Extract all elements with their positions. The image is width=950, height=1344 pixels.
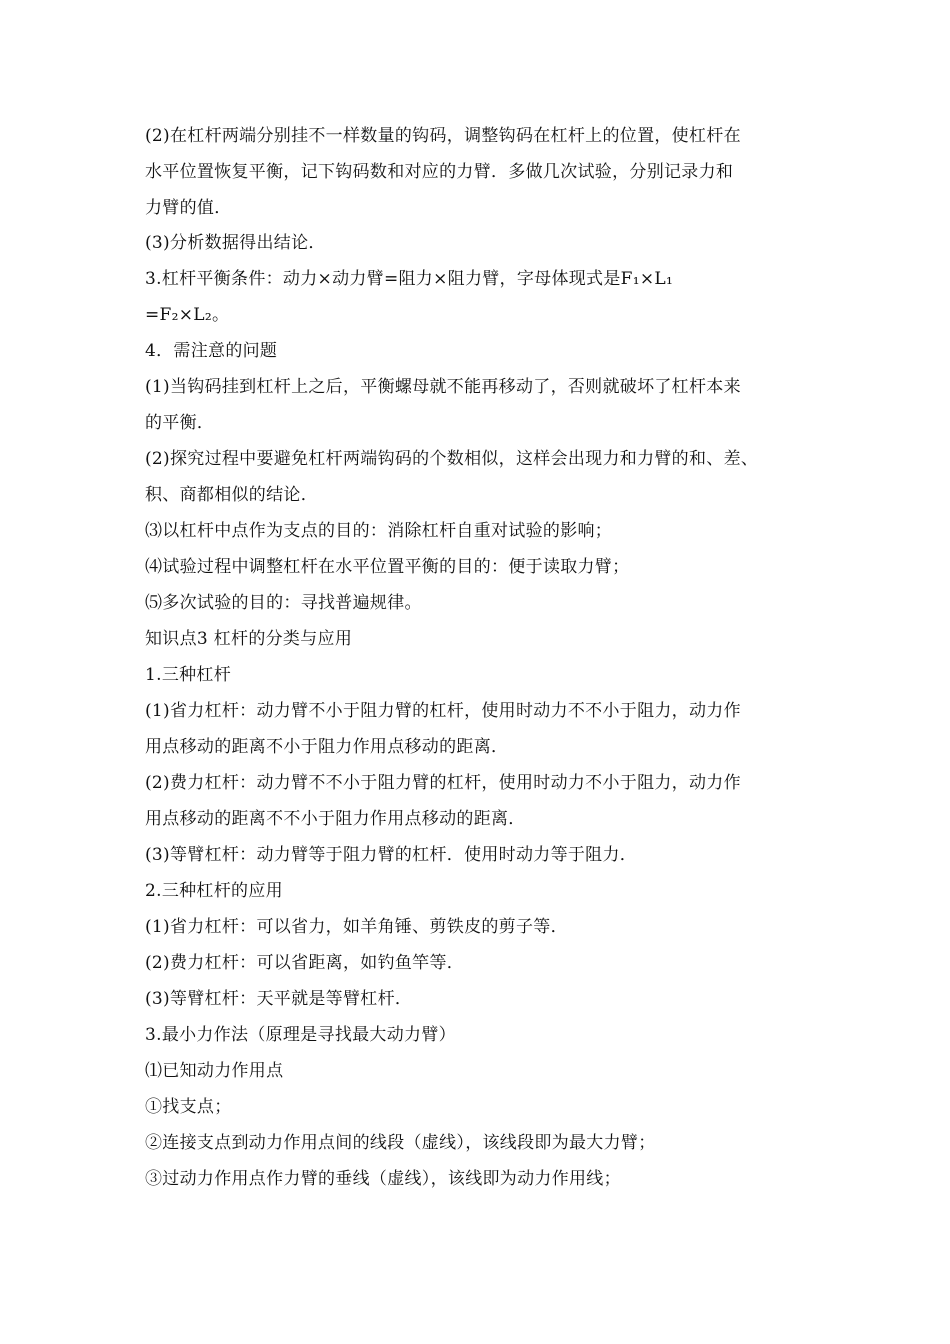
text-line: ③过动力作用点作力臂的垂线（虚线），该线即为动力作用线；	[145, 1169, 621, 1189]
text-line: ②连接支点到动力作用点间的线段（虚线），该线段即为最大力臂；	[145, 1133, 656, 1153]
text-line: (3)等臂杠杆：动力臂等于阻力臂的杠杆．使用时动力等于阻力．	[145, 845, 638, 865]
text-line: 1.三种杠杆	[145, 665, 232, 685]
text-line: (2)费力杠杆：动力臂不不小于阻力臂的杠杆，使用时动力不小于阻力，动力作	[145, 773, 741, 793]
text-line: ⑶以杠杆中点作为支点的目的：消除杠杆自重对试验的影响；	[145, 521, 613, 541]
text-line: 力臂的值．	[145, 198, 232, 218]
text-line: (1)省力杠杆：动力臂不小于阻力臂的杠杆，使用时动力不不小于阻力，动力作	[145, 701, 741, 721]
text-line: 水平位置恢复平衡，记下钩码数和对应的力臂．多做几次试验，分别记录力和	[145, 162, 734, 182]
text-line: 用点移动的距离不小于阻力作用点移动的距离．	[145, 737, 509, 757]
text-line: (2)在杠杆两端分别挂不一样数量的钩码，调整钩码在杠杆上的位置，使杠杆在	[145, 126, 741, 146]
text-line: 3.最小力作法（原理是寻找最大动力臂）	[145, 1025, 456, 1045]
text-line: (1)当钩码挂到杠杆上之后，平衡螺母就不能再移动了，否则就破坏了杠杆本来	[145, 377, 741, 397]
text-line: (2)探究过程中要避免杠杆两端钩码的个数相似，这样会出现力和力臂的和、差、	[145, 449, 759, 469]
section-heading: 知识点3 杠杆的分类与应用	[145, 629, 353, 649]
text-line: ①找支点；	[145, 1097, 232, 1117]
text-line: 积、商都相似的结论．	[145, 485, 318, 505]
text-line: 3.杠杆平衡条件：动力×动力臂=阻力×阻力臂，字母体现式是F₁×L₁	[145, 269, 674, 289]
text-line: 2.三种杠杆的应用	[145, 881, 283, 901]
section-heading: 4．需注意的问题	[145, 341, 278, 361]
text-line: (3)等臂杠杆：天平就是等臂杠杆．	[145, 989, 413, 1009]
text-line: ⑴已知动力作用点	[145, 1061, 284, 1081]
text-line: ⑸多次试验的目的：寻找普遍规律。	[145, 593, 422, 613]
text-line: 的平衡．	[145, 413, 215, 433]
text-line: ⑷试验过程中调整杠杆在水平位置平衡的目的：便于读取力臂；	[145, 557, 630, 577]
text-line: (2)费力杠杆：可以省距离，如钓鱼竿等．	[145, 953, 465, 973]
text-line: (1)省力杠杆：可以省力，如羊角锤、剪铁皮的剪子等．	[145, 917, 568, 937]
text-line: =F₂×L₂。	[145, 305, 230, 325]
text-line: 用点移动的距离不不小于阻力作用点移动的距离．	[145, 809, 526, 829]
text-line: (3)分析数据得出结论．	[145, 233, 326, 253]
